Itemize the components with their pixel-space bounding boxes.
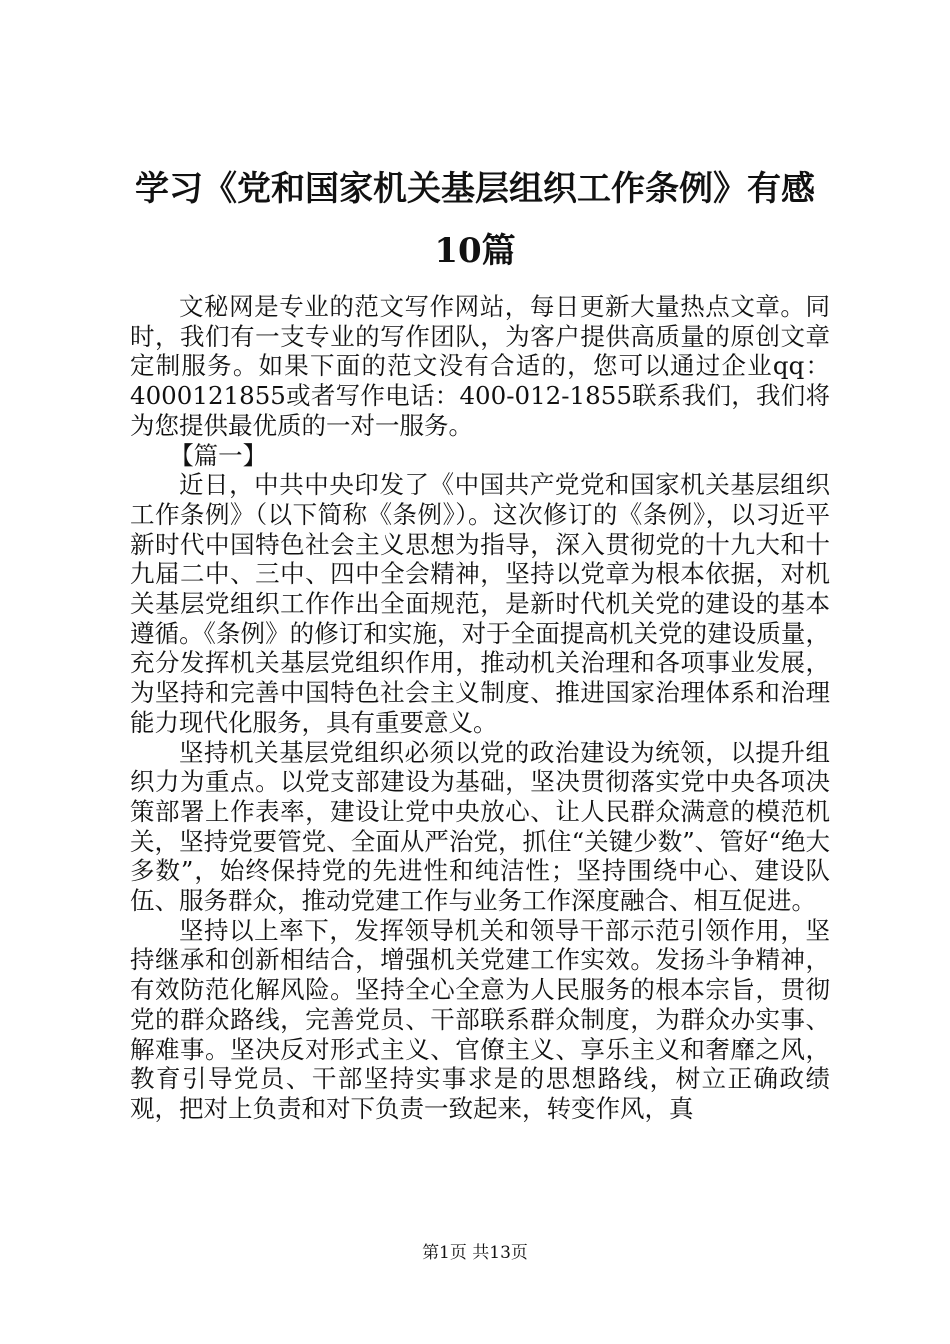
title-line-1: 学习《党和国家机关基层组织工作条例》有感: [135, 169, 815, 209]
section-label: 【篇一】: [169, 440, 268, 470]
body-paragraph-2: 坚持机关基层党组织必须以党的政治建设为统领，以提升组织力为重点。以党支部建设为基础，坚决贯彻落实党中央各项决策部署上作表率，建设让党中央放心、让人民群众满意的模范机关，坚持党要管党、全面从严治党，抓住“关键少数”、管好“绝大多数”，始终保持党的先进性和纯洁性；坚持围绕中心、建设队伍、服务群众，推动党建工作与业务工作深度融合、相互促进。: [130, 737, 830, 916]
body-paragraph-3: 坚持以上率下，发挥领导机关和领导干部示范引领作用，坚持继承和创新相结合，增强机关党建工作实效。发扬斗争精神，有效防范化解风险。坚持全心全意为人民服务的根本宗旨，贯彻党的群众路线，完善党员、干部联系群众制度，为群众办实事、解难事。坚决反对形式主义、官僚主义、享乐主义和奢靡之风，教育引导党员、干部坚持实事求是的思想路线，树立正确政绩观，把对上负责和对下负责一致起来，转变作风，真: [130, 915, 830, 1123]
document-title: [110, 158, 840, 282]
intro-paragraph: 文秘网是专业的范文写作网站，每日更新大量热点文章。同时，我们有一支专业的写作团队，为客户提供高质量的原创文章定制服务。如果下面的范文没有合适的，您可以通过企业qq：4000121855或者写作电话：400-012-1855联系我们，我们将为您提供最优质的一对一服务。: [130, 292, 830, 440]
document-body: [130, 292, 830, 1124]
title-line-2: 10篇: [434, 231, 516, 271]
body-paragraph-1: 近日，中共中央印发了《中国共产党党和国家机关基层组织工作条例》（以下简称《条例》）。这次修订的《条例》，以习近平新时代中国特色社会主义思想为指导，深入贯彻党的十九大和十九届二中、三中、四中全会精神，坚持以党章为根本依据，对机关基层党组织工作作出全面规范，是新时代机关党的建设的基本遵循。《条例》的修订和实施，对于全面提高机关党的建设质量，充分发挥机关基层党组织作用，推动机关治理和各项事业发展，为坚持和完善中国特色社会主义制度、推进国家治理体系和治理能力现代化服务，具有重要意义。: [130, 470, 830, 737]
page-footer: 第1页 共13页: [422, 1243, 528, 1263]
